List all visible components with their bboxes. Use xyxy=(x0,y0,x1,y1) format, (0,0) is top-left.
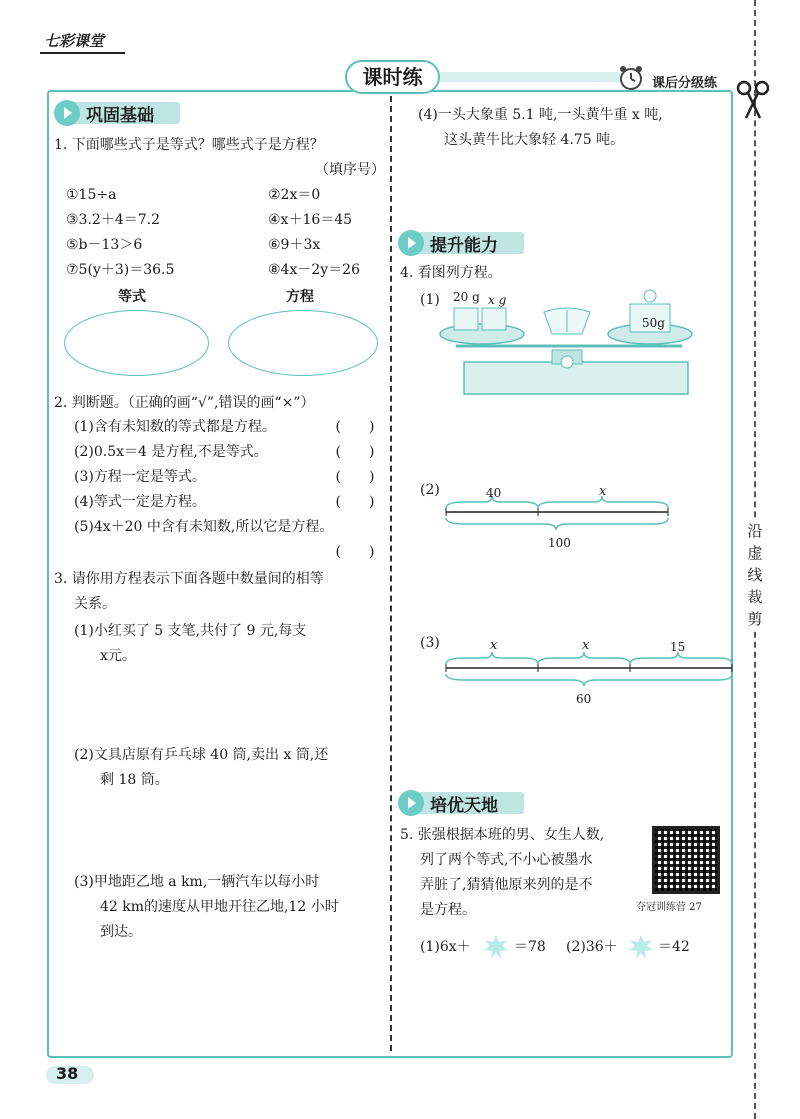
q3-p4-line1: (4)一头大象重 5.1 吨,一头黄牛重 x 吨, xyxy=(418,107,663,123)
q2-item-1: (1)含有未知数的等式都是方程。 xyxy=(74,419,276,435)
q1-item-5: ⑤b－13＞6 xyxy=(66,237,143,253)
play-icon xyxy=(398,230,424,256)
segment-diagram-3 xyxy=(444,648,736,690)
q5-line2: 列了两个等式,不小心被墨水 xyxy=(420,852,593,868)
weight-50g: 50g xyxy=(642,316,665,330)
q1-item-1: ①15÷a xyxy=(66,187,117,203)
q3-p2-line1: (2)文具店原有乒乓球 40 筒,卖出 x 筒,还 xyxy=(74,747,329,763)
q4-p2-label: (2) xyxy=(420,482,440,498)
q2-stem: 2. 判断题。（正确的画“√”,错误的画“×”） xyxy=(54,395,315,411)
ink-blot-icon xyxy=(628,934,654,960)
q1-item-8: ⑧4x－2y＝26 xyxy=(268,262,360,278)
diagram3-a-label: x xyxy=(490,638,498,653)
q5-line3: 弄脏了,猜猜他原来列的是不 xyxy=(420,877,593,893)
diagram2-right-label: x xyxy=(599,484,607,499)
brand-underline xyxy=(40,52,125,54)
q5-eq2-right: ＝42 xyxy=(658,939,690,955)
q2-item-5: (5)4x＋20 中含有未知数,所以它是方程。 xyxy=(74,519,334,535)
qr-caption: 夺冠训练营 27 xyxy=(636,902,702,913)
q3-p3-line3: 到达。 xyxy=(100,924,142,940)
page-title: 课时练 xyxy=(345,60,440,94)
q1-note: （填序号） xyxy=(315,162,385,178)
q4-p3-label: (3) xyxy=(420,635,440,651)
q1-item-2: ②2x＝0 xyxy=(268,187,321,203)
q3-p3-line1: (3)甲地距乙地 a km,一辆汽车以每小时 xyxy=(74,874,320,890)
q1-item-3: ③3.2＋4＝7.2 xyxy=(66,212,160,228)
answer-oval-equation[interactable] xyxy=(228,310,378,376)
level-label: 课后分级练 xyxy=(652,76,718,91)
q5-line1: 5. 张强根据本班的男、女生人数, xyxy=(400,827,605,843)
q2-answer-3[interactable]: ( ) xyxy=(335,469,375,485)
q2-answer-2[interactable]: ( ) xyxy=(335,444,375,460)
q3-p1-line1: (1)小红买了 5 支笔,共付了 9 元,每支 xyxy=(74,623,307,639)
section-improve-label: 提升能力 xyxy=(430,236,498,256)
column-divider xyxy=(390,96,392,1051)
q1-stem: 1. 下面哪些式子是等式？哪些式子是方程？ xyxy=(54,137,324,153)
diagram3-c-label: 15 xyxy=(670,640,686,654)
section-improve xyxy=(398,230,538,256)
q2-item-3: (3)方程一定是等式。 xyxy=(74,469,206,485)
q4-stem: 4. 看图列方程。 xyxy=(400,265,502,281)
label-equality: 等式 xyxy=(118,289,146,305)
diagram2-left-label: 40 xyxy=(486,486,502,500)
ink-blot-icon xyxy=(483,934,509,960)
q5-line4: 是方程。 xyxy=(420,902,476,918)
q4-p1-label: (1) xyxy=(420,292,440,308)
q2-item-2: (2)0.5x＝4 是方程,不是等式。 xyxy=(74,444,268,460)
scissors-icon xyxy=(736,80,770,120)
cut-label: 沿虚线裁剪 xyxy=(744,520,766,630)
section-basic-label: 巩固基础 xyxy=(86,106,154,126)
q3-p1-line2: x元。 xyxy=(100,648,136,664)
label-equation: 方程 xyxy=(286,289,314,305)
page-number: 38 xyxy=(56,1064,79,1083)
brand-logo: 七彩课堂 xyxy=(44,32,105,50)
section-excel-label: 培优天地 xyxy=(430,796,498,816)
q2-item-4: (4)等式一定是方程。 xyxy=(74,494,206,510)
diagram2-total-label: 100 xyxy=(548,536,571,550)
q3-p2-line2: 剩 18 筒。 xyxy=(100,772,169,788)
diagram3-total-label: 60 xyxy=(576,692,592,706)
weight-20g: 20 g xyxy=(453,290,480,304)
q2-answer-5[interactable]: ( ) xyxy=(335,544,375,560)
q5-eq1-right: ＝78 xyxy=(514,939,546,955)
q1-item-4: ④x＋16＝45 xyxy=(268,212,353,228)
play-icon xyxy=(398,790,424,816)
q5-eq2-left: (2)36＋ xyxy=(566,939,618,955)
q2-answer-1[interactable]: ( ) xyxy=(335,419,375,435)
play-icon xyxy=(54,100,80,126)
diagram3-b-label: x xyxy=(582,638,590,653)
section-excel xyxy=(398,790,538,816)
q2-answer-4[interactable]: ( ) xyxy=(335,494,375,510)
alarm-clock-icon xyxy=(616,63,646,93)
q5-eq1-left: (1)6x＋ xyxy=(420,939,471,955)
qr-code[interactable] xyxy=(652,826,720,894)
q1-item-6: ⑥9＋3x xyxy=(268,237,321,253)
q3-p4-line2: 这头黄牛比大象轻 4.75 吨。 xyxy=(444,132,625,148)
title-bar xyxy=(440,72,620,82)
section-basic xyxy=(54,100,194,126)
segment-diagram-2 xyxy=(444,492,674,534)
answer-oval-equality[interactable] xyxy=(64,310,209,376)
q3-stem-line2: 关系。 xyxy=(74,596,116,612)
q3-stem-line1: 3. 请你用方程表示下面各题中数量间的相等 xyxy=(54,571,324,587)
weight-xg: x g xyxy=(488,293,507,307)
q3-p3-line2: 42 km的速度从甲地开往乙地,12 小时 xyxy=(100,899,339,915)
q1-item-7: ⑦5(y＋3)＝36.5 xyxy=(66,262,175,278)
